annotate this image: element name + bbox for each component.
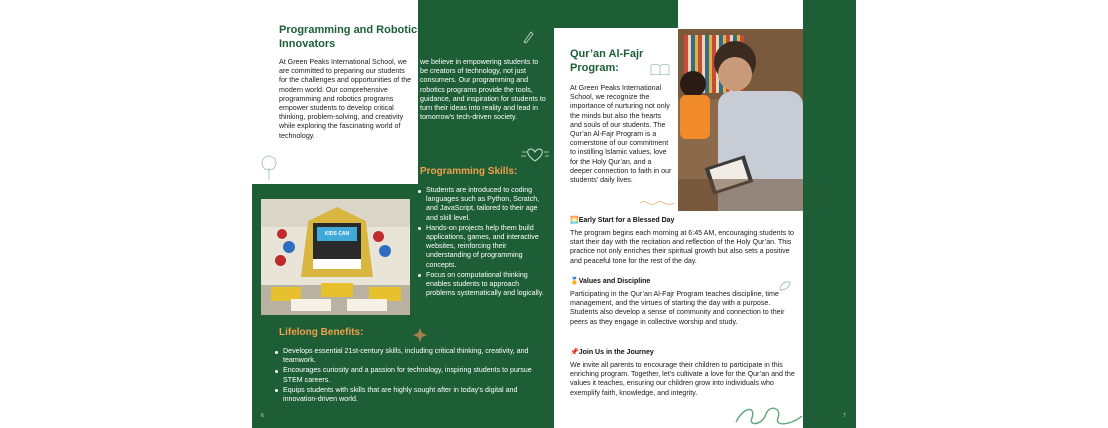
section-body: Participating in the Qur’an Al-Fajr Program teaches discipline, time management, and the virtues of starting the day with a purpose. Students also develop a sense of community and connection to their peers as they engage in collective worship and study. xyxy=(570,290,785,326)
section-heading: Early Start for a Blessed Day xyxy=(578,217,675,224)
green-panel-edge xyxy=(803,0,856,428)
section-early-start xyxy=(570,216,798,266)
children-reading-quran-photo xyxy=(678,29,803,211)
book-doodle-icon xyxy=(650,63,670,76)
page-number: 7 xyxy=(843,413,846,419)
green-panel-top xyxy=(554,0,678,28)
section-heading: Values and Discipline xyxy=(578,278,651,285)
intro-continued-text: we believe in empowering students to be creators of technology, not just consumers. Our programming and robotics programs provide the tools, guidance, and inspiration for students to turn their ideas into reality and lead in tomorrow's tech-driven society. xyxy=(420,58,546,122)
pencil-doodle-icon xyxy=(522,30,534,44)
section-heading: Join Us in the Journey xyxy=(578,349,654,356)
list-item: Focus on computational thinking enables students to approach problems systematically and logically. xyxy=(417,271,549,299)
section-values xyxy=(570,277,798,327)
section-join xyxy=(570,348,798,398)
ornament-doodle xyxy=(638,196,678,208)
intro-text: At Green Peaks International School, we recognize the importance of nurturing not only the minds but also the hearts and souls of our students. The Qur’an Al-Fajr Program is a cornerstone of our commitment to instilling Islamic values, love for the Holy Qur’an, and a deeper connection to faith in our students’ daily lives. xyxy=(570,84,672,185)
leaf-doodle-icon xyxy=(778,280,792,292)
right-page xyxy=(554,0,856,428)
robotics-classroom-photo xyxy=(261,199,410,315)
intro-text: At Green Peaks International School, we are committed to preparing our students for the challenges and opportunities of the modern world. Our comprehensive programming and robotics programs empower students to develop critical thinking, problem-solving, and creativity while exploring the fascinating world of technology. xyxy=(279,58,412,140)
photo-banner: KIDS CAN xyxy=(317,227,357,241)
sparkle-doodle-icon xyxy=(638,197,678,209)
benefits-list xyxy=(274,347,536,405)
benefits-heading: Lifelong Benefits: xyxy=(279,327,364,338)
pin-icon: 📌 xyxy=(570,349,579,356)
list-item: Students are introduced to coding languages such as Python, Scratch, and JavaScript, tailored to their age and skill level. xyxy=(417,186,549,223)
left-page xyxy=(252,0,554,428)
page-title: Qur’an Al-Fajr Program: xyxy=(570,48,644,74)
flower-doodle-icon xyxy=(412,327,428,343)
tree-doodle-icon xyxy=(260,154,278,182)
page-number: 6 xyxy=(261,413,264,419)
medal-icon: 🏅 xyxy=(570,278,579,285)
list-item: Encourages curiosity and a passion for technology, inspiring students to pursue STEM careers. xyxy=(274,366,536,384)
list-item: Develops essential 21st-century skills, including critical thinking, creativity, and teamwork. xyxy=(274,347,536,365)
section-body: The program begins each morning at 6:45 AM, encouraging students to start their day with the recitation and reflection of the Holy Qur’an. This practice not only enriches their spiritual growth but also sets a positive and peaceful tone for the rest of the day. xyxy=(570,229,794,265)
section-body: We invite all parents to encourage their children to participate in this enriching program. Together, let’s cultivate a love for the Qur’an and the values it teaches, ensuring our children grow into individuals who exemplify faith, knowledge, and integrity. xyxy=(570,361,795,397)
skills-list xyxy=(417,186,549,299)
sunrise-icon: 🌅 xyxy=(570,217,579,224)
page-title: Programming and Robotics: Shaping Future Innovators xyxy=(279,24,511,50)
skills-heading: Programming Skills: xyxy=(420,166,518,177)
heart-doodle-icon xyxy=(520,146,550,164)
list-item: Equips students with skills that are highly sought after in today's digital and innovation-driven world. xyxy=(274,386,536,404)
list-item: Hands-on projects help them build applications, games, and interactive websites, reinforcing their understanding of programming concepts. xyxy=(417,224,549,270)
swirl-doodle-icon xyxy=(734,402,804,428)
